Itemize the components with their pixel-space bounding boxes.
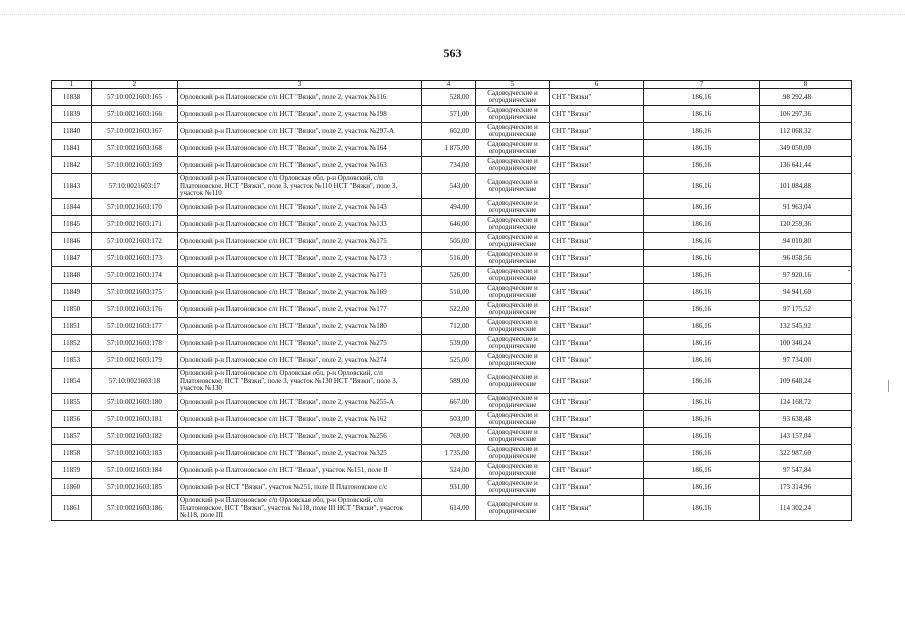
holder-cell: СНТ "Вязки" [550,233,644,250]
cadastral-value-cell: 94 941,60 [760,284,852,301]
area-cell: 571,00 [422,106,476,123]
specific-value-cell: 186,16 [644,352,760,369]
land-use-cell: Садоводческие и огороднические [476,335,550,352]
cadastral-number-cell: 57:10:0021603:180 [92,394,178,411]
area-cell: 525,00 [422,352,476,369]
specific-value-cell: 186,16 [644,284,760,301]
table-row [52,318,852,335]
table-row [52,157,852,174]
table-row [52,216,852,233]
address-cell: Орловский р-н Платоновское с/п НСТ "Вязки", поле 2, участок №177 [178,301,422,318]
specific-value-cell: 186,16 [644,462,760,479]
address-cell: Орловский р-н Платоновское с/п Орловская обл, р-н Орловский, с/п Платоновское, НСТ "Вязки", поле 3, участок №130 НСТ "Вязки", поле 3, участок №130 [178,369,422,394]
area-cell: 503,00 [422,411,476,428]
land-use-cell: Садоводческие и огороднические [476,352,550,369]
holder-cell: СНТ "Вязки" [550,394,644,411]
holder-cell: СНТ "Вязки" [550,335,644,352]
land-use-cell: Садоводческие и огороднические [476,123,550,140]
scan-mark [888,380,889,392]
holder-cell: СНТ "Вязки" [550,479,644,496]
land-use-cell: Садоводческие и огороднические [476,199,550,216]
cadastral-number-cell: 57:10:0021603:172 [92,233,178,250]
row-number-cell: 11849 [52,284,92,301]
area-cell: 712,00 [422,318,476,335]
cadastral-number-cell: 57:10:0021603:167 [92,123,178,140]
land-use-cell: Садоводческие и огороднические [476,462,550,479]
area-cell: 667,00 [422,394,476,411]
address-cell: Орловский р-н Платоновское с/п Орловская обл, р-н Орловский, с/п Платоновское, НСТ "Вязки", поле 3, участок №110 НСТ "Вязки", поле 3, участок №110 [178,174,422,199]
table-row [52,123,852,140]
cadastral-value-cell: 91 963,04 [760,199,852,216]
specific-value-cell: 186,16 [644,157,760,174]
table-row [52,445,852,462]
address-cell: Орловский р-н Платоновское с/п НСТ "Вязки", поле 2, участок №171 [178,267,422,284]
area-cell: 1 875,00 [422,140,476,157]
holder-cell: СНТ "Вязки" [550,496,644,521]
scan-mark [848,270,850,271]
cadastral-number-cell: 57:10:0021603:181 [92,411,178,428]
land-use-cell: Садоводческие и огороднические [476,479,550,496]
holder-cell: СНТ "Вязки" [550,89,644,106]
holder-cell: СНТ "Вязки" [550,267,644,284]
cadastral-value-cell: 106 297,36 [760,106,852,123]
area-cell: 516,00 [422,250,476,267]
area-cell: 494,00 [422,199,476,216]
holder-cell: СНТ "Вязки" [550,318,644,335]
holder-cell: СНТ "Вязки" [550,352,644,369]
address-cell: Орловский р-н Платоновское с/п НСТ "Вязки", поле 2, участок №163 [178,157,422,174]
scan-artifact-line [0,14,905,21]
table-row [52,394,852,411]
column-header: 6 [550,81,644,89]
table-row [52,140,852,157]
address-cell: Орловский р-н Платоновское с/п НСТ "Вязки", поле 2, участок №275 [178,335,422,352]
cadastral-value-cell: 109 648,24 [760,369,852,394]
cadastral-number-cell: 57:10:0021603:177 [92,318,178,335]
table-row [52,496,852,521]
table-row [52,174,852,199]
row-number-cell: 11844 [52,199,92,216]
land-use-cell: Садоводческие и огороднические [476,174,550,199]
row-number-cell: 11847 [52,250,92,267]
row-number-cell: 11842 [52,157,92,174]
land-use-cell: Садоводческие и огороднические [476,445,550,462]
land-use-cell: Садоводческие и огороднические [476,216,550,233]
cadastral-number-cell: 57:10:0021603:186 [92,496,178,521]
holder-cell: СНТ "Вязки" [550,106,644,123]
specific-value-cell: 186,16 [644,199,760,216]
cadastral-number-cell: 57:10:0021603:170 [92,199,178,216]
cadastral-value-cell: 97 547,84 [760,462,852,479]
cadastral-number-cell: 57:10:0021603:171 [92,216,178,233]
land-use-cell: Садоводческие и огороднические [476,157,550,174]
cadastral-number-cell: 57:10:0021603:168 [92,140,178,157]
specific-value-cell: 186,16 [644,369,760,394]
row-number-cell: 11860 [52,479,92,496]
area-cell: 522,00 [422,301,476,318]
specific-value-cell: 186,16 [644,301,760,318]
area-cell: 734,00 [422,157,476,174]
cadastral-value-cell: 114 302,24 [760,496,852,521]
land-use-cell: Садоводческие и огороднические [476,411,550,428]
cadastral-value-cell: 136 641,44 [760,157,852,174]
address-cell: Орловский р-н Платоновское с/п НСТ "Вязки", поле 2, участок №116 [178,89,422,106]
specific-value-cell: 186,16 [644,123,760,140]
column-header: 1 [52,81,92,89]
land-use-cell: Садоводческие и огороднические [476,428,550,445]
row-number-cell: 11840 [52,123,92,140]
area-cell: 505,00 [422,233,476,250]
area-cell: 524,00 [422,462,476,479]
land-use-cell: Садоводческие и огороднические [476,496,550,521]
cadastral-value-cell: 97 920,16 [760,267,852,284]
table-row [52,233,852,250]
cadastral-value-cell: 349 050,00 [760,140,852,157]
specific-value-cell: 186,16 [644,394,760,411]
row-number-cell: 11851 [52,318,92,335]
address-cell: Орловский р-н Платоновское с/п НСТ "Вязки", участок №151, поле II [178,462,422,479]
address-cell: Орловский р-н Платоновское с/п НСТ "Вязки", поле 2, участок №274 [178,352,422,369]
holder-cell: СНТ "Вязки" [550,174,644,199]
holder-cell: СНТ "Вязки" [550,445,644,462]
holder-cell: СНТ "Вязки" [550,216,644,233]
row-number-cell: 11838 [52,89,92,106]
holder-cell: СНТ "Вязки" [550,199,644,216]
land-use-cell: Садоводческие и огороднические [476,140,550,157]
address-cell: Орловский р-н Платоновское с/п НСТ "Вязки", поле 2, участок №297-А [178,123,422,140]
address-cell: Орловский р-н Платоновское с/п НСТ "Вязки", поле 2, участок №164 [178,140,422,157]
row-number-cell: 11846 [52,233,92,250]
cadastral-value-cell: 132 545,92 [760,318,852,335]
cadastral-number-cell: 57:10:0021603:17 [92,174,178,199]
cadastral-number-cell: 57:10:0021603:183 [92,445,178,462]
cadastral-value-cell: 112 068,32 [760,123,852,140]
column-header: 4 [422,81,476,89]
cadastral-value-cell: 173 314,96 [760,479,852,496]
column-header: 8 [760,81,852,89]
holder-cell: СНТ "Вязки" [550,411,644,428]
land-registry-table [51,80,852,521]
area-cell: 602,00 [422,123,476,140]
land-use-cell: Садоводческие и огороднические [476,250,550,267]
row-number-cell: 11852 [52,335,92,352]
row-number-cell: 11848 [52,267,92,284]
row-number-cell: 11845 [52,216,92,233]
cadastral-number-cell: 57:10:0021603:175 [92,284,178,301]
address-cell: Орловский р-н Платоновское с/п НСТ "Вязки", поле 2, участок №180 [178,318,422,335]
row-number-cell: 11859 [52,462,92,479]
land-use-cell: Садоводческие и огороднические [476,267,550,284]
area-cell: 526,00 [422,267,476,284]
page-number: 563 [443,46,462,60]
land-use-cell: Садоводческие и огороднические [476,318,550,335]
cadastral-number-cell: 57:10:0021603:176 [92,301,178,318]
cadastral-value-cell: 101 084,88 [760,174,852,199]
table-row [52,335,852,352]
specific-value-cell: 186,16 [644,335,760,352]
specific-value-cell: 186,16 [644,140,760,157]
land-use-cell: Садоводческие и огороднические [476,369,550,394]
address-cell: Орловский р-н Платоновское с/п НСТ "Вязки", поле 2, участок №173 [178,250,422,267]
area-cell: 646,00 [422,216,476,233]
holder-cell: СНТ "Вязки" [550,462,644,479]
table-row [52,428,852,445]
table-row [52,267,852,284]
table-row [52,106,852,123]
cadastral-value-cell: 97 175,52 [760,301,852,318]
row-number-cell: 11839 [52,106,92,123]
address-cell: Орловский р-н Платоновское с/п НСТ "Вязки", поле 2, участок №198 [178,106,422,123]
holder-cell: СНТ "Вязки" [550,284,644,301]
column-header: 7 [644,81,760,89]
address-cell: Орловский р-н Платоновское с/п НСТ "Вязки", поле 2, участок №169 [178,284,422,301]
address-cell: Орловский р-н Платоновское с/п НСТ "Вязки", поле 2, участок №255-А [178,394,422,411]
specific-value-cell: 186,16 [644,174,760,199]
cadastral-value-cell: 94 010,80 [760,233,852,250]
address-cell: Орловский р-н Платоновское с/п НСТ "Вязки", поле 2, участок №143 [178,199,422,216]
area-cell: 1 735,00 [422,445,476,462]
row-number-cell: 11841 [52,140,92,157]
cadastral-value-cell: 120 259,36 [760,216,852,233]
cadastral-value-cell: 97 734,00 [760,352,852,369]
table-row [52,284,852,301]
row-number-cell: 11856 [52,411,92,428]
holder-cell: СНТ "Вязки" [550,140,644,157]
cadastral-number-cell: 57:10:0021603:184 [92,462,178,479]
area-cell: 931,00 [422,479,476,496]
cadastral-number-cell: 57:10:0021603:165 [92,89,178,106]
address-cell: Орловский р-н Платоновское с/п НСТ "Вязки", поле 2, участок №325 [178,445,422,462]
cadastral-number-cell: 57:10:0021603:169 [92,157,178,174]
cadastral-value-cell: 93 638,48 [760,411,852,428]
cadastral-value-cell: 96 058,56 [760,250,852,267]
area-cell: 539,00 [422,335,476,352]
address-cell: Орловский р-н Платоновское с/п НСТ "Вязки", поле 2, участок №175 [178,233,422,250]
area-cell: 510,00 [422,284,476,301]
row-number-cell: 11855 [52,394,92,411]
holder-cell: СНТ "Вязки" [550,428,644,445]
table-row [52,301,852,318]
holder-cell: СНТ "Вязки" [550,301,644,318]
area-cell: 528,00 [422,89,476,106]
specific-value-cell: 186,16 [644,106,760,123]
land-use-cell: Садоводческие и огороднические [476,284,550,301]
cadastral-value-cell: 100 340,24 [760,335,852,352]
specific-value-cell: 186,16 [644,89,760,106]
land-use-cell: Садоводческие и огороднические [476,106,550,123]
table-row [52,199,852,216]
cadastral-value-cell: 322 987,60 [760,445,852,462]
address-cell: Орловский р-н Платоновское с/п НСТ "Вязки", поле 2, участок №162 [178,411,422,428]
land-use-cell: Садоводческие и огороднические [476,233,550,250]
cadastral-number-cell: 57:10:0021603:166 [92,106,178,123]
specific-value-cell: 186,16 [644,428,760,445]
table-row [52,462,852,479]
column-header: 2 [92,81,178,89]
cadastral-number-cell: 57:10:0021603:173 [92,250,178,267]
row-number-cell: 11858 [52,445,92,462]
specific-value-cell: 186,16 [644,479,760,496]
row-number-cell: 11843 [52,174,92,199]
specific-value-cell: 186,16 [644,233,760,250]
column-header: 5 [476,81,550,89]
specific-value-cell: 186,16 [644,267,760,284]
cadastral-number-cell: 57:10:0021603:182 [92,428,178,445]
column-header: 3 [178,81,422,89]
cadastral-number-cell: 57:10:0021603:185 [92,479,178,496]
specific-value-cell: 186,16 [644,411,760,428]
address-cell: Орловский р-н Платоновское с/п Орловская обл, р-н Орловский, с/п Платоновское, НСТ "Вязки", участок №118, поле III НСТ "Вязки", участок №118, поле III [178,496,422,521]
holder-cell: СНТ "Вязки" [550,123,644,140]
cadastral-number-cell: 57:10:0021603:178 [92,335,178,352]
table-row [52,411,852,428]
cadastral-number-cell: 57:10:0021603:174 [92,267,178,284]
land-use-cell: Садоводческие и огороднические [476,89,550,106]
address-cell: Орловский р-н НСТ "Вязки", участок №251, поле II Платоновское с/с [178,479,422,496]
specific-value-cell: 186,16 [644,318,760,335]
row-number-cell: 11854 [52,369,92,394]
table-row [52,479,852,496]
row-number-cell: 11861 [52,496,92,521]
cadastral-value-cell: 124 168,72 [760,394,852,411]
area-cell: 543,00 [422,174,476,199]
land-use-cell: Садоводческие и огороднические [476,301,550,318]
row-number-cell: 11857 [52,428,92,445]
table-row [52,250,852,267]
area-cell: 614,00 [422,496,476,521]
area-cell: 769,00 [422,428,476,445]
header-row [52,81,852,89]
cadastral-value-cell: 143 157,04 [760,428,852,445]
table-row [52,352,852,369]
specific-value-cell: 186,16 [644,496,760,521]
cadastral-number-cell: 57:10:0021603:179 [92,352,178,369]
area-cell: 589,00 [422,369,476,394]
specific-value-cell: 186,16 [644,250,760,267]
cadastral-value-cell: 98 292,48 [760,89,852,106]
row-number-cell: 11850 [52,301,92,318]
row-number-cell: 11853 [52,352,92,369]
holder-cell: СНТ "Вязки" [550,369,644,394]
cadastral-number-cell: 57:10:0021603:18 [92,369,178,394]
table-row [52,369,852,394]
holder-cell: СНТ "Вязки" [550,157,644,174]
table-row [52,89,852,106]
holder-cell: СНТ "Вязки" [550,250,644,267]
address-cell: Орловский р-н Платоновское с/п НСТ "Вязки", поле 2, участок №256 [178,428,422,445]
land-use-cell: Садоводческие и огороднические [476,394,550,411]
specific-value-cell: 186,16 [644,216,760,233]
specific-value-cell: 186,16 [644,445,760,462]
address-cell: Орловский р-н Платоновское с/п НСТ "Вязки", поле 2, участок №133 [178,216,422,233]
